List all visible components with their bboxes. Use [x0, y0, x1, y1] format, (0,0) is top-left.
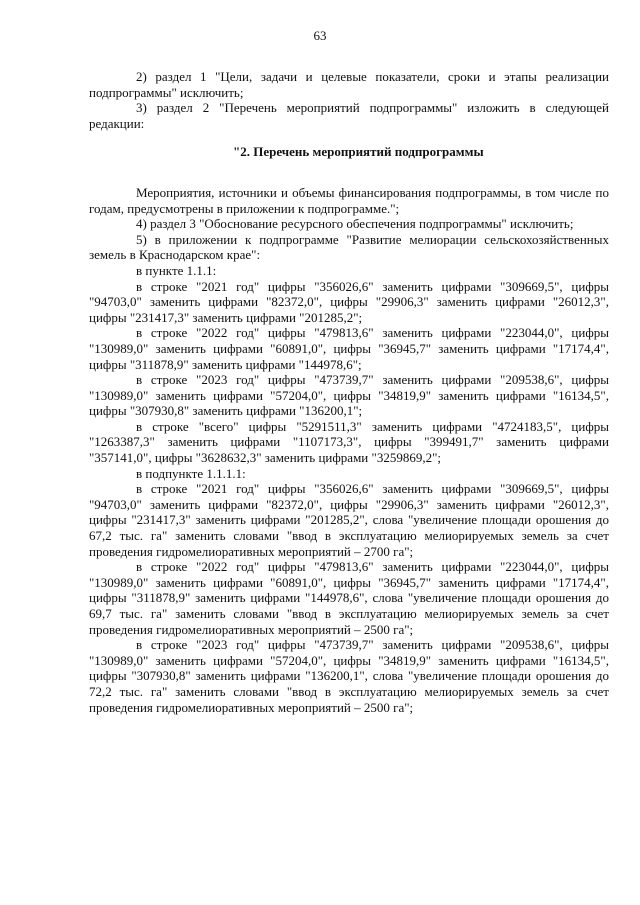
paragraph: 5) в приложении к подпрограмме "Развитие мелиорации сельскохозяйственных земель в Краснодарском крае":: [89, 231, 609, 263]
paragraph: 3) раздел 2 "Перечень мероприятий подпрограммы" изложить в следующей редакции:: [89, 100, 609, 131]
document-body: [89, 69, 609, 715]
paragraph: в строке "2023 год" цифры "473739,7" заменить цифрами "209538,6", цифры "130989,0" заменить цифрами "57204,0", цифры "34819,9" заменить цифрами "16134,5", цифры "307930,8" заменить цифрами "136200,1", слова "увеличение площади орошения до 72,2 тыс. га" заменить словами "ввод в эксплуатацию мелиорируемых земель за счет проведения гидромелиоративных мероприятий – 2500 га";: [89, 637, 609, 715]
paragraph: Мероприятия, источники и объемы финансирования подпрограммы, в том числе по годам, предусмотрены в приложении к подпрограмме.";: [89, 184, 609, 216]
paragraph: в строке "2022 год" цифры "479813,6" заменить цифрами "223044,0", цифры "130989,0" заменить цифрами "60891,0", цифры "36945,7" заменить цифрами "17174,4", цифры "311878,9" заменить цифрами "144978,6", слова "увеличение площади орошения до 69,7 тыс. га" заменить словами "ввод в эксплуатацию мелиорируемых земель за счет проведения гидромелиоративных мероприятий – 2500 га";: [89, 559, 609, 637]
paragraph: 2) раздел 1 "Цели, задачи и целевые показатели, сроки и этапы реализации подпрограммы" исключить;: [89, 69, 609, 100]
paragraph: в подпункте 1.1.1.1:: [136, 465, 246, 481]
paragraph: в строке "2023 год" цифры "473739,7" заменить цифрами "209538,6", цифры "130989,0" заменить цифрами "57204,0", цифры "34819,9" заменить цифрами "16134,5", цифры "307930,8" заменить цифрами "136200,1";: [89, 372, 609, 419]
page-number: 63: [313, 28, 327, 43]
paragraph: в строке "2021 год" цифры "356026,6" заменить цифрами "309669,5", цифры "94703,0" заменить цифрами "82372,0", цифры "29906,3" заменить цифрами "26012,3", цифры "231417,3" заменить цифрами "201285,2";: [89, 278, 609, 325]
paragraph: в строке "всего" цифры "5291511,3" заменить цифрами "4724183,5", цифры "1263387,3" заменить цифрами "1107173,3", цифры "399491,7" заменить цифрами "357141,0", цифры "3628632,3" заменить цифрами "3259869,2";: [89, 418, 609, 466]
section-heading: "2. Перечень мероприятий подпрограммы: [233, 144, 484, 160]
paragraph: в пункте 1.1.1:: [136, 262, 217, 278]
paragraph: в строке "2022 год" цифры "479813,6" заменить цифрами "223044,0", цифры "130989,0" заменить цифрами "60891,0", цифры "36945,7" заменить цифрами "17174,4", цифры "311878,9" заменить цифрами "144978,6";: [89, 325, 609, 372]
paragraph: 4) раздел 3 "Обоснование ресурсного обеспечения подпрограммы" исключить;: [136, 216, 574, 232]
paragraph: в строке "2021 год" цифры "356026,6" заменить цифрами "309669,5", цифры "94703,0" заменить цифрами "82372,0", цифры "29906,3" заменить цифрами "26012,3", цифры "231417,3" заменить цифрами "201285,2", слова "увеличение площади орошения до 67,2 тыс. га" заменить словами "ввод в эксплуатацию мелиорируемых земель за счет проведения гидромелиоративных мероприятий – 2700 га";: [89, 481, 609, 559]
